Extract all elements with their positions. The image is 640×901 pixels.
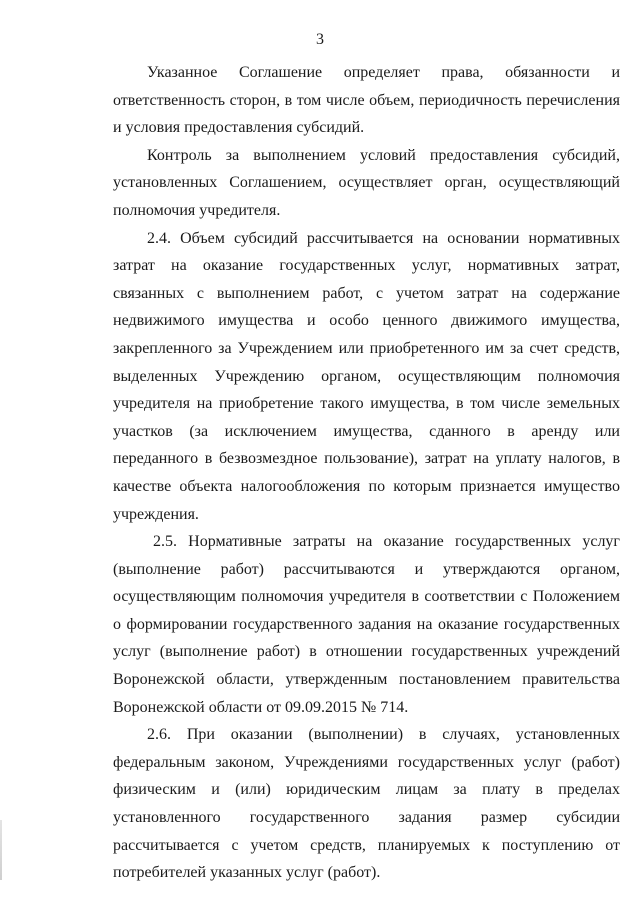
page-number: 3 — [316, 31, 324, 48]
scan-edge-mark — [0, 820, 2, 880]
paragraph-2-6: 2.6. При оказании (выполнении) в случаях, установленных федеральным законом, Учреждениями государственных услуг (работ) физическим и (или) юридическим лицам за плату в пределах установленного государственного задания размер субсидии рассчитывается с учетом средств, планируемых к поступлению от потребителей указанных услуг (работ). — [113, 726, 620, 882]
document-body — [113, 59, 620, 887]
paragraph-2-5: 2.5. Нормативные затраты на оказание государственных услуг (выполнение работ) рассчитываются и утверждаются органом, осуществляющим полномочия учредителя в соответствии с Положением о формировании государственного задания на оказание государственных услуг (выполнение работ) в отношении государственных учреждений Воронежской области, утвержденным постановлением правительства Воронежской области от 09.09.2015 № 714. — [113, 533, 620, 716]
paragraph-2-4: 2.4. Объем субсидий рассчитывается на основании нормативных затрат на оказание государственных услуг, нормативных затрат, связанных с выполнением работ, с учетом затрат на содержание недвижимого имущества и особо ценного движимого имущества, закрепленного за Учреждением или приобретенного им за счет средств, выделенных Учреждению органом, осуществляющим полномочия учредителя на приобретение такого имущества, в том числе земельных участков (за исключением имущества, сданного в аренду или переданного в безвозмездное пользование), затрат на уплату налогов, в качестве объекта налогообложения по которым признается имущество учреждения. — [113, 229, 620, 523]
paragraph-agreement-scope: Указанное Соглашение определяет права, обязанности и ответственность сторон, в том числе объем, периодичность перечисления и условия предоставления субсидий. — [113, 64, 620, 137]
paragraph-control: Контроль за выполнением условий предоставления субсидий, установленных Соглашением, осуществляет орган, осуществляющий полномочия учредителя. — [113, 146, 620, 219]
